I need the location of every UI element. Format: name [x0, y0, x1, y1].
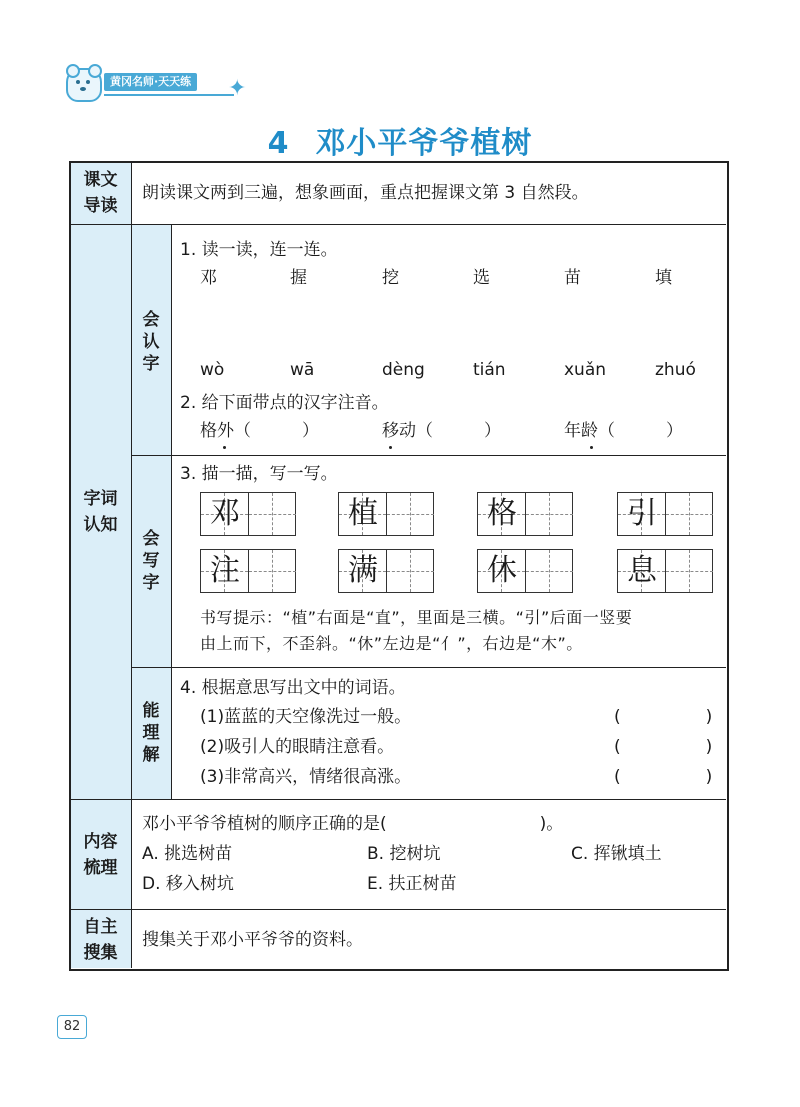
sparkle-icon: ✦ — [228, 76, 247, 101]
trace-char: 休 — [487, 553, 517, 588]
char-item: 挖 — [382, 268, 399, 288]
pinyin-item: wò — [200, 360, 225, 380]
annotate-item: 年龄（ ） — [564, 421, 683, 441]
pinyin-item: zhuó — [655, 360, 696, 380]
char-item: 握 — [290, 268, 307, 288]
word-section-label: 字词 认知 — [83, 489, 118, 535]
trace-char: 格 — [487, 496, 517, 531]
lesson-title — [0, 118, 800, 162]
trace-char: 注 — [210, 553, 240, 588]
divider — [171, 224, 172, 799]
char-item: 苗 — [564, 268, 581, 288]
emphasis-dot — [223, 446, 226, 449]
reading-label: 课文 导读 — [83, 170, 118, 216]
write-label: 会 写 字 — [142, 529, 160, 593]
understand-item: (3)非常高兴，情绪很高涨。 — [200, 767, 412, 787]
content-question: 邓小平爷爷植树的顺序正确的是( )。 — [142, 814, 564, 834]
understand-item: (2)吸引人的眼睛注意看。 — [200, 737, 395, 757]
trace-char: 引 — [627, 496, 657, 531]
char-item: 邓 — [200, 268, 217, 288]
collect-text: 搜集关于邓小平爷爷的资料。 — [142, 930, 363, 950]
question-3: 3. 描一描，写一写。 — [180, 464, 338, 484]
option-e: E. 扶正树苗 — [367, 874, 457, 894]
writing-box[interactable] — [617, 549, 713, 593]
collect-label: 自主 搜集 — [83, 917, 118, 963]
pinyin-item: xuǎn — [564, 360, 607, 380]
divider — [131, 162, 132, 968]
divider — [70, 224, 726, 225]
content-label: 内容 梳理 — [83, 832, 118, 878]
trace-char: 息 — [627, 553, 657, 588]
option-a: A. 挑选树苗 — [142, 844, 233, 864]
char-item: 选 — [473, 268, 490, 288]
writing-box[interactable] — [338, 492, 434, 536]
char-item: 填 — [655, 268, 672, 288]
brand-underline — [104, 94, 234, 96]
writing-box[interactable] — [200, 492, 296, 536]
trace-char: 满 — [348, 553, 378, 588]
answer-blank[interactable]: ( ) — [614, 737, 713, 757]
divider — [131, 455, 726, 456]
question-4: 4. 根据意思写出文中的词语。 — [180, 678, 406, 698]
pinyin-item: tián — [473, 360, 506, 380]
trace-char: 邓 — [210, 496, 240, 531]
emphasis-dot — [389, 446, 392, 449]
answer-blank[interactable]: ( ) — [614, 707, 713, 727]
annotate-item: 移动（ ） — [382, 421, 501, 441]
divider — [131, 667, 726, 668]
brand-name: 黄冈名师·天天练 — [104, 73, 197, 91]
divider — [70, 799, 726, 800]
recognize-label: 会 认 字 — [142, 310, 160, 374]
answer-blank[interactable]: ( ) — [614, 767, 713, 787]
option-c: C. 挥锹填土 — [571, 844, 662, 864]
pinyin-item: wā — [290, 360, 315, 380]
lesson-number: 4 — [267, 126, 290, 161]
reading-text: 朗读课文两到三遍，想象画面，重点把握课文第 3 自然段。 — [142, 183, 589, 203]
pinyin-item: dèng — [382, 360, 425, 380]
page-number: 82 — [57, 1015, 87, 1039]
emphasis-dot — [590, 446, 593, 449]
bear-mascot-icon — [66, 68, 102, 102]
lesson-title-text: 邓小平爷爷植树 — [315, 126, 533, 161]
option-b: B. 挖树坑 — [367, 844, 441, 864]
question-1: 1. 读一读，连一连。 — [180, 240, 338, 260]
writing-hint: 书写提示：“植”右面是“直”，里面是三横。“引”后面一竖要 由上而下，不歪斜。“休”左边是“亻”，右边是“木”。 — [200, 608, 633, 653]
understand-item: (1)蓝蓝的天空像洗过一般。 — [200, 707, 412, 727]
writing-box[interactable] — [200, 549, 296, 593]
trace-char: 植 — [348, 496, 378, 531]
divider — [70, 909, 726, 910]
understand-label: 能 理 解 — [142, 701, 160, 765]
writing-box[interactable] — [477, 492, 573, 536]
option-d: D. 移入树坑 — [142, 874, 234, 894]
annotate-item: 格外（ ） — [200, 421, 319, 441]
writing-box[interactable] — [617, 492, 713, 536]
question-2: 2. 给下面带点的汉字注音。 — [180, 393, 389, 413]
writing-box[interactable] — [477, 549, 573, 593]
writing-box[interactable] — [338, 549, 434, 593]
